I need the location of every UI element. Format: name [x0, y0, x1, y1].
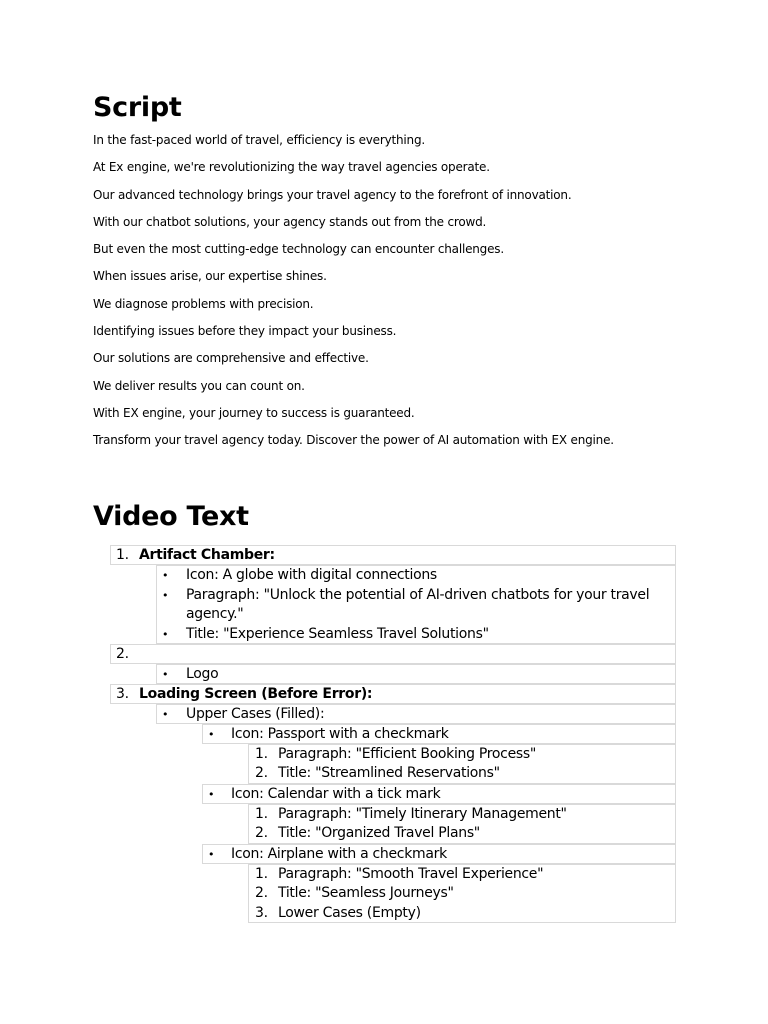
outline-item-text: Title: "Streamlined Reservations" — [278, 764, 500, 781]
outline-item-text: Paragraph: "Efficient Booking Process" — [278, 745, 537, 762]
bullet-icon: • — [162, 627, 169, 641]
script-line: Transform your travel agency today. Discover the power of AI automation with EX engine. — [93, 433, 614, 448]
outline-item-text: Paragraph: "Timely Itinerary Management" — [278, 805, 567, 822]
bullet-icon: • — [162, 568, 169, 582]
script-line: In the fast-paced world of travel, efficiency is everything. — [93, 133, 425, 147]
script-line: We deliver results you can count on. — [93, 378, 305, 393]
bullet-icon: • — [162, 588, 169, 602]
list-number: 1. — [255, 865, 268, 882]
outline-item — [110, 684, 676, 704]
outline-item-text: Loading Screen (Before Error): — [139, 685, 373, 702]
script-line: Identifying issues before they impact your business. — [93, 324, 397, 339]
list-number: 1. — [255, 805, 268, 822]
outline-item-text: Title: "Organized Travel Plans" — [278, 824, 480, 841]
script-line: At Ex engine, we're revolutionizing the way travel agencies operate. — [93, 160, 490, 175]
outline-item-text: Icon: Calendar with a tick mark — [231, 785, 441, 802]
outline-item-text: Title: "Seamless Journeys" — [278, 884, 454, 901]
outline-item — [248, 804, 676, 844]
bullet-icon: • — [208, 727, 215, 741]
script-line: With our chatbot solutions, your agency stands out from the crowd. — [93, 214, 487, 229]
outline-item-text: Paragraph: "Unlock the potential of AI-driven chatbots for your travel — [186, 586, 650, 603]
bullet-icon: • — [162, 667, 169, 681]
video-text-heading: Video Text — [93, 500, 249, 532]
outline-item — [248, 864, 676, 923]
list-number: 3. — [255, 904, 268, 921]
script-lines — [93, 132, 683, 460]
outline-item-text: Upper Cases (Filled): — [186, 705, 325, 722]
list-number: 2. — [255, 764, 268, 781]
script-line: When issues arise, our expertise shines. — [93, 269, 327, 284]
outline-item-text: Logo — [186, 665, 219, 682]
outline-item — [202, 784, 676, 804]
script-line: We diagnose problems with precision. — [93, 296, 314, 311]
bullet-icon: • — [208, 787, 215, 801]
document-page — [93, 90, 683, 921]
outline-item — [202, 724, 676, 744]
outline-item-text: Paragraph: "Smooth Travel Experience" — [278, 865, 544, 882]
script-line: Our advanced technology brings your travel agency to the forefront of innovation. — [93, 187, 572, 202]
outline-item-text: Artifact Chamber: — [139, 546, 275, 563]
outline-item-text: agency." — [186, 605, 244, 622]
script-heading: Script — [93, 92, 182, 123]
bullet-icon: • — [162, 707, 169, 721]
list-number: 2. — [255, 824, 268, 841]
script-line: Our solutions are comprehensive and effective. — [93, 351, 369, 366]
outline-item — [156, 664, 676, 684]
list-number: 1. — [255, 745, 268, 762]
list-number: 2. — [116, 645, 129, 662]
outline-item — [248, 744, 676, 784]
outline-item — [110, 545, 676, 565]
list-number: 1. — [116, 546, 129, 563]
outline-item — [202, 844, 676, 864]
outline-item — [156, 565, 676, 644]
list-number: 3. — [116, 685, 129, 702]
outline-item-text: Lower Cases (Empty) — [278, 904, 421, 921]
outline-item — [110, 644, 676, 664]
outline-item-text: Title: "Experience Seamless Travel Solutions" — [186, 625, 489, 642]
outline-item-text: Icon: Passport with a checkmark — [231, 725, 449, 742]
list-number: 2. — [255, 884, 268, 901]
bullet-icon: • — [208, 847, 215, 861]
outline-item-text: Icon: Airplane with a checkmark — [231, 845, 447, 862]
outline-item — [156, 704, 676, 724]
outline-item-text: Icon: A globe with digital connections — [186, 566, 437, 583]
script-line: But even the most cutting-edge technology can encounter challenges. — [93, 242, 504, 257]
script-line: With EX engine, your journey to success is guaranteed. — [93, 405, 415, 420]
